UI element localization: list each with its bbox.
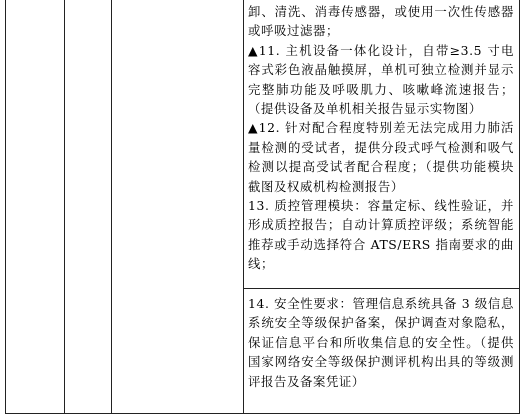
column-divider-3	[243, 0, 244, 414]
table-border-bottom	[5, 413, 520, 414]
requirement-paragraph: 卸、清洗、消毒传感器，或使用一次性传感器或呼吸过滤器；	[248, 4, 514, 39]
column-divider-2	[111, 0, 112, 414]
requirements-cell	[248, 2, 514, 274]
security-requirements-cell	[248, 294, 514, 391]
column-divider-1	[64, 0, 65, 414]
table-border-right	[519, 0, 520, 414]
requirement-paragraph: ▲12. 针对配合程度特别差无法完成用力肺活量检测的受试者，提供分段式呼气检测和吸气检测以提高受试者配合程度；（提供功能模块截图及权威机构检测报告）	[248, 120, 514, 194]
row-divider	[243, 288, 520, 289]
requirement-paragraph: 14. 安全性要求：管理信息系统具备 3 级信息系统安全等级保护备案，保护调查对象隐私，保证信息平台和所收集信息的安全性。（提供国家网络安全等级保护测评机构出具的等级测评报告及备案凭证）	[248, 296, 514, 389]
requirement-paragraph: 13. 质控管理模块：容量定标、线性验证，并形成质控报告；自动计算质控评级；系统智能推荐或手动选择符合 ATS/ERS 指南要求的曲线；	[248, 198, 514, 272]
table-border-left	[5, 0, 6, 414]
requirement-paragraph: ▲11. 主机设备一体化设计，自带≥3.5 寸电容式彩色液晶触摸屏，单机可独立检测并显示完整肺功能及呼吸肌力、咳嗽峰流速报告；（提供设备及单机相关报告显示实物图）	[248, 42, 514, 117]
